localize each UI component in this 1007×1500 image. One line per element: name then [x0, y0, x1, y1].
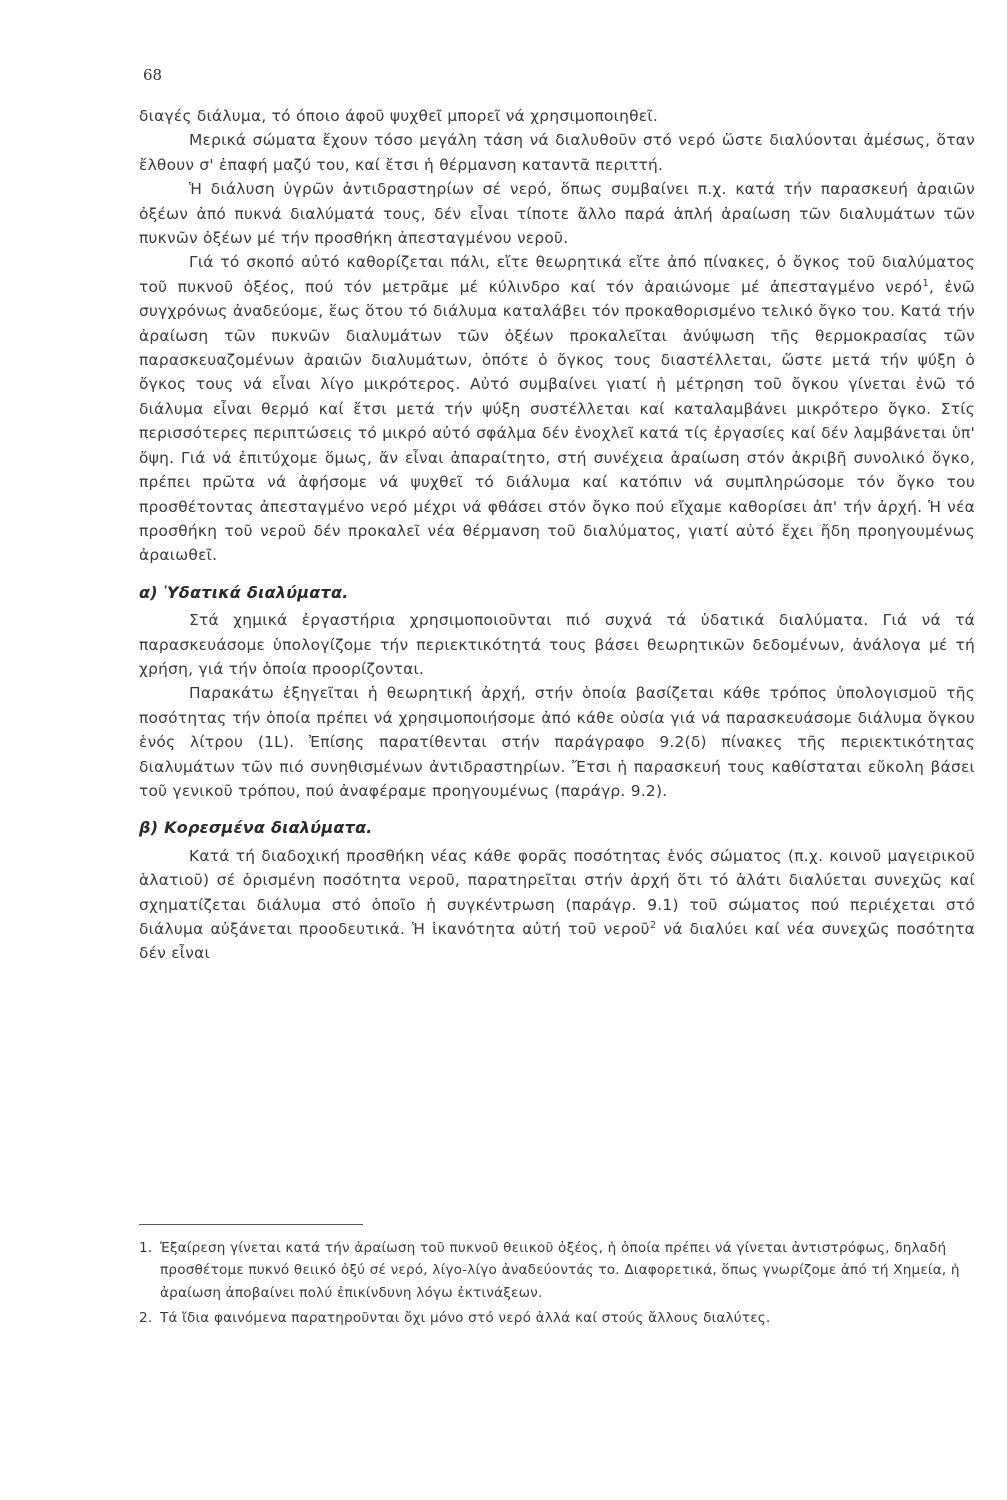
footnote-text: Ἐξαίρεση γίνεται κατά τήν ἀραίωση τοῦ πυκνοῦ θειικοῦ ὀξέος, ἡ ὁποία πρέπει νά γίνεται ἀντιστρόφως, δηλαδή προσθέτομε πυκνό θειικό ὀξύ σέ νερό, λίγο-λίγο ἀναδεύοντάς το. Διαφορετικά, ὅπως γνωρίζομε ἀπό τή Χημεία, ἡ ἀραίωση ἀποβαίνει πολύ ἐπικίνδυνη λόγω ἐκτινάξεων. [160, 1240, 960, 1301]
footnote-ref-2: 2 [649, 920, 657, 931]
heading-aqueous-solutions: α) Ὑδατικά διαλύματα. [139, 582, 349, 602]
footnotes [139, 1237, 975, 1333]
page-number: 68 [143, 66, 163, 84]
saturated-text-part-1: Κατά τή διαδοχική προσθήκη νέας κάθε φορᾶς ποσότητας ἑνός σώματος (π.χ. κοινοῦ μαγειρικοῦ ἁλατιοῦ) σέ ὁρισμένη ποσότητα νεροῦ, παρατηρεῖται στήν ἀρχή ὅτι τό ἁλάτι διαλύεται συνεχῶς καί σχηματίζεται διάλυμα στό ὁποῖο ἡ συγκέντρωση (παράγρ. 9.1) τοῦ σώματος πού περιέχεται στό διάλυμα αὐξάνεται προοδευτικά. Ἡ ἱκανότητα αὐτή τοῦ νεροῦ [139, 846, 975, 938]
paragraph-aqueous-theory: Παρακάτω ἐξηγεῖται ἡ θεωρητική ἀρχή, στήν ὁποία βασίζεται κάθε τρόπος ὑπολογισμοῦ τῆς ποσότητας τήν ὁποία πρέπει νά χρησιμοποιήσομε ἀπό κάθε οὐσία γιά νά παρασκευάσομε διάλυμα ὄγκου ἑνός λίτρου (1L). Ἐπίσης παρατίθενται στήν παράγραφο 9.2(δ) πίνακες τῆς περιεκτικότητας διαλυμάτων τῶν πιό συνηθισμένων ἀντιδραστηρίων. Ἔτσι ἡ παρασκευή τους καθίσταται εὔκολη βάσει τοῦ γενικοῦ τρόπου, πού ἀναφέραμε προηγουμένως (παράγρ. 9.2). [139, 684, 975, 800]
footnote-divider [139, 1224, 363, 1225]
paragraph-saturated [139, 844, 975, 966]
saturated-text-part-2: νά διαλύει καί νέα συνεχῶς ποσότητα δέν εἶναι [139, 920, 975, 963]
dilution-text-part-2: , ἐνῶ συγχρόνως ἀναδεύομε, ἕως ὅτου τό διάλυμα καταλάβει τόν προκαθορισμένο τελικό ὄγκο του. Κατά τήν ἀραίωση τῶν πυκνῶν διαλυμάτων τῶν ὀξέων προκαλεῖται ἀνύψωση τῆς θερμοκρασίας τῶν παρασκευαζομένων ἀραιῶν διαλυμάτων, ὁπότε ὁ ὄγκος τους διαστέλλεται, ὥστε μετά τήν ψύξη ὁ ὄγκος τους νά εἶναι λίγο μικρότερος. Αὐτό συμβαίνει γιατί ἡ μέτρηση τοῦ ὄγκου γίνεται ἐνῶ τό διάλυμα εἶναι θερμό καί ἔτσι μετά τήν ψύξη συστέλλεται καί καταλαμβάνει μικρότερο ὄγκο. Στίς περισσότερες περιπτώσεις τό μικρό αὐτό σφάλμα δέν ἐνοχλεῖ κατά τίς ἐργασίες καί δέν λαμβάνεται ὑπ' ὄψη. Γιά νά ἐπιτύχομε ὅμως, ἄν εἶναι ἀπαραίτητο, στή συνέχεια ἀραίωση στόν ἀκριβῆ συνολικό ὄγκο, πρέπει πρῶτα νά ἀφήσομε νά ψυχθεῖ τό διάλυμα καί κατόπιν νά συμπληρώσομε τόν ὄγκο του προσθέτοντας ἀπεσταγμένο νερό μέχρι νά φθάσει στόν ὄγκο πού εἴχαμε καθορίσει ἀπ' τήν ἀρχή. Ἡ νέα προσθήκη τοῦ νεροῦ δέν προκαλεῖ νέα θέρμανση τοῦ διαλύματος, γιατί αὐτό ἔχει ἤδη προηγουμένως ἀραιωθεῖ. [139, 277, 976, 565]
footnote-ref-1: 1 [922, 277, 929, 289]
paragraph-liquid-reagents: Ἡ διάλυση ὑγρῶν ἀντιδραστηρίων σέ νερό, ὅπως συμβαίνει π.χ. κατά τήν παρασκευή ἀραιῶν ὀξέων ἀπό πυκνά διαλύματά τους, δέν εἶναι τίποτε ἄλλο παρά ἁπλή ἀραίωση τῶν διαλυμάτων τῶν πυκνῶν ὀξέων μέ τήν προσθήκη ἀπεσταγμένου νεροῦ. [139, 180, 975, 248]
paragraph-aqueous-usage: Στά χημικά ἐργαστήρια χρησιμοποιοῦνται πιό συχνά τά ὑδατικά διαλύματα. Γιά νά τά παρασκευάσομε ὑπολογίζομε τήν περιεκτικότητά τους βάσει θεωρητικῶν δεδομένων, ἀνάλογα μέ τή χρήση, γιά τήν ὁποία προορίζονται. [139, 611, 975, 678]
footnote-number: 1. [139, 1240, 153, 1256]
footnote-2 [139, 1307, 975, 1329]
paragraph-continuation: διαγές διάλυμα, τό όποιο άφοῦ ψυχθεῖ μπορεῖ νά χρησιμοποιηθεῖ. [139, 107, 658, 125]
footnote-text: Τά ἴδια φαινόμενα παρατηροῦνται ὄχι μόνο στό νερό ἀλλά καί στούς ἄλλους διαλύτες. [160, 1310, 771, 1327]
body-text [139, 104, 975, 966]
dilution-text-part-1: Γιά τό σκοπό αὐτό καθορίζεται πάλι, εἴτε θεωρητικά εἴτε ἀπό πίνακες, ὁ ὄγκος τοῦ διαλύματος τοῦ πυκνοῦ ὀξέος, πού τόν μετρᾶμε μέ κύλινδρο καί τόν ἀραιώνομε μέ ἀπεσταγμένο νερό [139, 253, 975, 296]
paragraph-dilution-procedure [139, 250, 975, 567]
footnote-number: 2. [139, 1310, 153, 1327]
footnote-1 [139, 1237, 975, 1304]
heading-saturated-solutions: β) Κορεσμένα διαλύματα. [139, 818, 373, 838]
paragraph-immediate-dissolution: Μερικά σώματα ἔχουν τόσο μεγάλη τάση νά διαλυθοῦν στό νερό ὥστε διαλύονται ἀμέσως, ὅταν ἔλθουν σ' ἐπαφή μαζύ του, καί ἔτσι ἡ θέρμανση καταντᾶ περιττή. [139, 131, 975, 174]
